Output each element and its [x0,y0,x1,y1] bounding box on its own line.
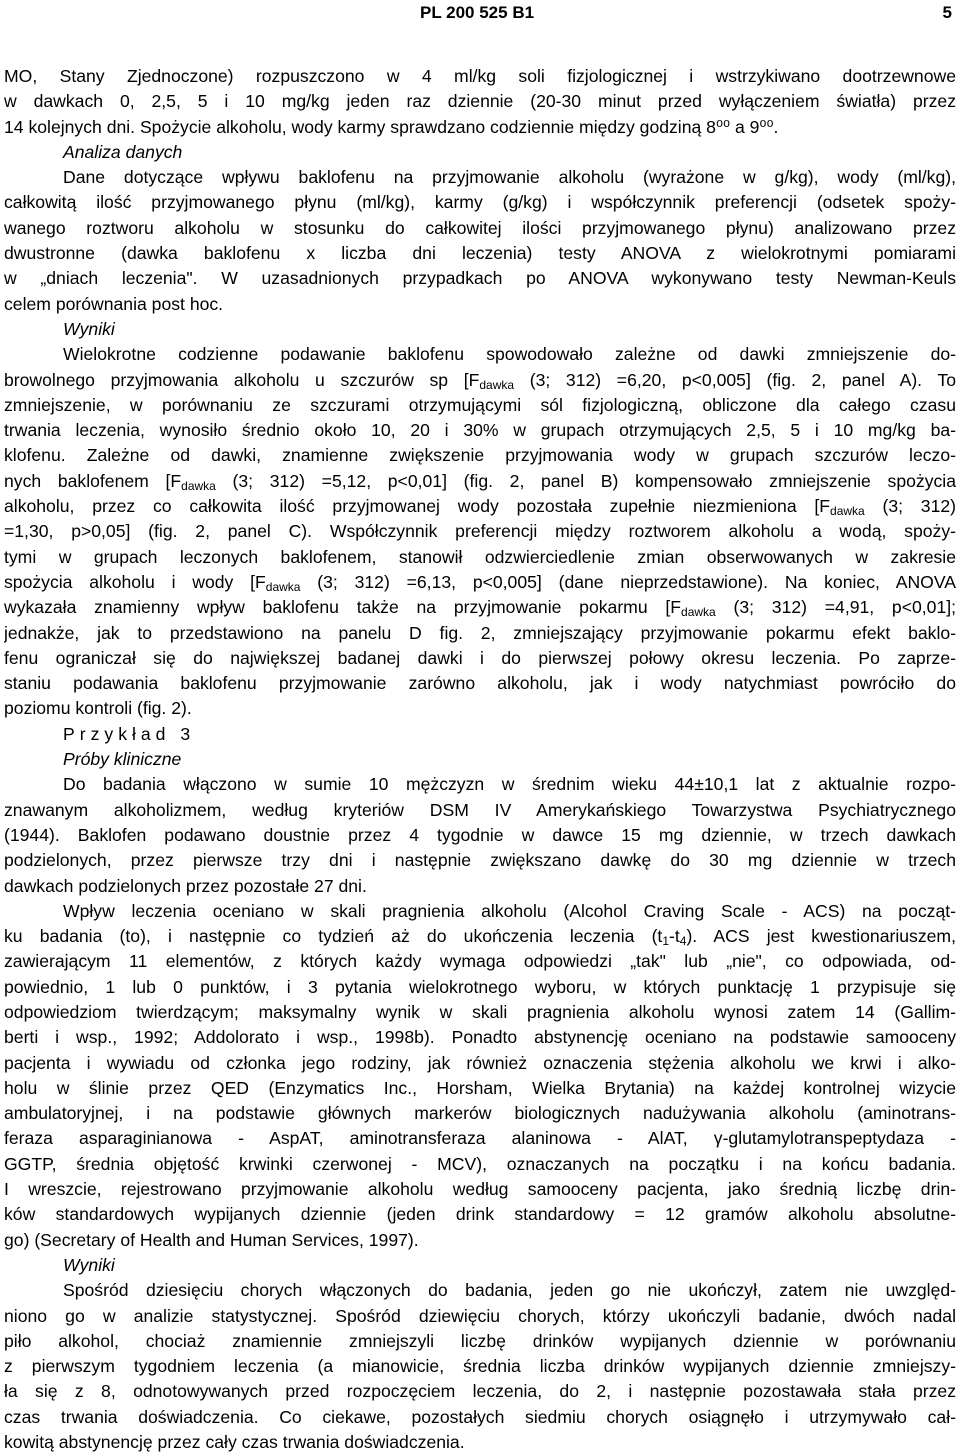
subscript: dawka [479,377,515,392]
text-span: (3; 312) =5,12, p<0,01] (fig. 2, panel B) kompensowało zmniejszenie spożycia [215,470,956,491]
subscript: dawka [681,605,716,620]
text-line: jednakże, jak to przedstawiono na panelu D fig. 2, zmniejszający przyjmowanie pokarmu efekt baklo- [4,622,956,643]
subscript: dawka [265,579,301,594]
text-line: berti i wsp., 1992; Addolorato i wsp., 1998b). Ponadto abstynencję oceniano na podstawie samooceny [4,1027,956,1048]
text-line [4,570,956,595]
text-span: alkoholu, przez co całkowita ilość przyjmowanej wody pozostała zupełnie niezmieniona [F [4,496,831,517]
text-line: holu w ślinie przez QED (Enzymatics Inc., Horsham, Wielka Brytania) na każdej kontrolnej wizycie [4,1077,956,1098]
section-heading: Przykład 3 [63,723,196,744]
text-span: browolnego przyjmowania alkoholu u szczurów sp [F [4,369,480,390]
text-line: klofenu. Zależne od dawki, znamienne zwiększenie przyjmowania wody w grupach szczurów leczo- [4,445,956,466]
text-span: ). ACS jest kwestionariuszem, [686,926,956,947]
subscript: 4 [679,934,687,949]
text-line: podzielonych, przez pierwsze trzy dni i następnie zwiększano dawkę do 30 mg dziennie w trzech [4,850,956,871]
text-line: trwania leczenia, wynosiło średnio około 10, 20 i 30% w grupach otrzymujących 2,5, 5 i 10 mg/kg ba- [4,420,956,441]
text-line: fenu ograniczał się do największej badanej dawki i do pierwszej połowy okresu leczenia. Po zaprze- [4,647,956,668]
text-span: (3; 312) =6,20, p<0,005] (fig. 2, panel A). To [514,369,956,390]
text-line: I wreszcie, rejestrowano przyjmowanie alkoholu według samooceny pacjenta, jako średnią liczbę drin- [4,1179,956,1200]
text-line: Do badania włączono w sumie 10 mężczyzn w średnim wieku 44±10,1 lat z aktualnie rozpo- [63,774,956,795]
text-span: (3; 312) =4,91, p<0,01]; [715,597,956,618]
subscript: dawka [830,504,865,519]
text-line: pacjenta i wywiadu od członka jego rodziny, jak również oznaczenia stężenia alkoholu we krwi i alko- [4,1052,956,1073]
text-line: ków standardowych wypijanych dziennie (jeden drink standardowy = 12 gramów alkoholu absolutne- [4,1204,956,1225]
text-line: Wpływ leczenia oceniano w skali pragnienia alkoholu (Alcohol Craving Scale - ACS) na począt- [63,900,956,921]
section-heading: Wyniki [63,1254,115,1275]
text-line: ła się z 8, odnotowywanych przed rozpoczęciem leczenia, do 2, i następnie pozostawała stała przez [4,1381,956,1402]
text-line [4,368,956,393]
text-line: Dane dotyczące wpływu baklofenu na przyjmowanie alkoholu (wyrażone w g/kg), wody (ml/kg), [63,167,956,188]
text-span: ku badania (to), i następnie co tydzień aż do ukończenia leczenia (t [4,926,663,947]
subscript: 1 [662,934,669,949]
text-line: odpowiedziom twierdzącym; maksymalny wynik w skali pragnienia alkoholu wynosi zatem 14 (Gallim- [4,1001,956,1022]
text-line: znawanym alkoholizmem, według kryteriów DSM IV Amerykańskiego Towarzystwa Psychiatrycznego [4,799,956,820]
text-span: wykazała znamienny wpływ baklofenu także na przyjmowanie pokarmu [F [4,597,682,618]
text-line: czas trwania doświadczenia. Co ciekawe, pozostałych siedmiu chorych osiągnęło i utrzymywało cał- [4,1406,956,1427]
text-line [4,595,956,620]
text-line: Spośród dziesięciu chorych włączonych do badania, jeden go nie ukończył, zatem nie uwzględ- [63,1280,956,1301]
text-span: -t [669,926,680,947]
text-line: feraza asparaginianowa - AspAT, aminotransferaza alaninowa - AlAT, γ-glutamylotranspeptydaza - [4,1128,956,1149]
text-line: z pierwszym tygodniem leczenia (a mianowicie, średnia liczba drinków wypijanych dziennie zmniejszy- [4,1356,956,1377]
text-line: zmniejszenie, w porównaniu ze szczurami otrzymującymi sól fizjologiczną, obliczone dla całego czasu [4,394,956,415]
section-heading: Wyniki [63,318,115,339]
text-line: 14 kolejnych dni. Spożycie alkoholu, wody karmy sprawdzano codziennie między godziną 8⁰⁰ a 9⁰⁰. [4,116,779,137]
text-line: MO, Stany Zjednoczone) rozpuszczono w 4 ml/kg soli fizjologicznej i wstrzykiwano dootrzewnowe [4,66,956,86]
page-number: 5 [942,3,952,22]
text-line: ambulatoryjnej, i na podstawie głównych markerów biologicznych nadużywania alkoholu (aminotrans- [4,1103,956,1124]
section-heading: Próby kliniczne [63,749,182,770]
text-line [4,494,956,519]
text-line: niono go w analizie statystycznej. Spośród dziewięciu chorych, którzy ukończyli badanie, dwóch nadal [4,1305,956,1326]
text-line: piło alkohol, chociaż znamiennie zmniejszyli liczbę drinków wypijanych dziennie w porównaniu [4,1330,956,1351]
text-line: zawierającym 11 elementów, z których każdy wymaga odpowiedzi „tak" lub „nie", co odpowiada, od- [4,951,956,972]
subscript: dawka [181,478,216,493]
text-line: w „dniach leczenia". W uzasadnionych przypadkach po ANOVA wykonywano testy Newman-Keuls [4,268,956,289]
page-header [0,3,960,27]
document-body [4,64,956,1455]
text-line [4,469,956,494]
text-line: go) (Secretary of Health and Human Services, 1997). [4,1229,419,1250]
text-line: Wielokrotne codzienne podawanie baklofenu spowodowało zależne od dawki zmniejszenie do- [63,344,956,365]
text-line: tymi w grupach leczonych baklofenem, stanowił odzwierciedlenie zmian obserwowanych w zakresie [4,546,956,567]
text-line: celem porównania post hoc. [4,293,224,314]
text-span: spożycia alkoholu i wody [F [4,571,266,592]
text-line: wanego roztworu alkoholu w stosunku do całkowitej ilości przyjmowanego płynu) analizowano przez [4,217,956,238]
text-span: (3; 312) =6,13, p<0,005] (dane nieprzedstawione). Na koniec, ANOVA [300,571,956,592]
text-line [4,924,956,949]
text-line: staniu podawania baklofenu przyjmowanie zarówno alkoholu, jak i wody natychmiast powróciło do [4,673,956,694]
text-line: dwustronne (dawka baklofenu x liczba dni leczenia) testy ANOVA z wielokrotnymi pomiarami [4,243,956,264]
text-line: powiednio, 1 lub 0 punktów, i 3 pytania wielokrotnego wyboru, w których punktację 1 przypisuje się [4,976,956,997]
text-line: dawkach podzielonych przez pozostałe 27 dni. [4,875,367,896]
section-heading: Analiza danych [63,141,183,162]
text-span: nych baklofenem [F [4,470,182,491]
text-line: całkowitą ilość przyjmowanego płynu (ml/kg), karmy (g/kg) i współczynnik preferencji (odsetek spoży- [4,192,956,213]
text-line: kowitą abstynencję przez cały czas trwania doświadczenia. [4,1432,465,1453]
text-line: poziomu kontroli (fig. 2). [4,698,192,719]
text-line: w dawkach 0, 2,5, 5 i 10 mg/kg jeden raz dziennie (20-30 minut przed wyłączeniem światła) przez [4,91,956,112]
text-line: GGTP, średnia objętość krwinki czerwonej - MCV), oznaczanych na początku i na końcu badania. [4,1153,956,1174]
text-line: =1,30, p>0,05] (fig. 2, panel C). Współczynnik preferencji między roztworem alkoholu a wodą, spoży- [4,521,956,542]
text-line: (1944). Baklofen podawano doustnie przez 4 tygodnie w dawce 15 mg dziennie, w trzech dawkach [4,824,956,845]
text-span: (3; 312) [864,496,956,517]
patent-number: PL 200 525 B1 [420,3,535,22]
